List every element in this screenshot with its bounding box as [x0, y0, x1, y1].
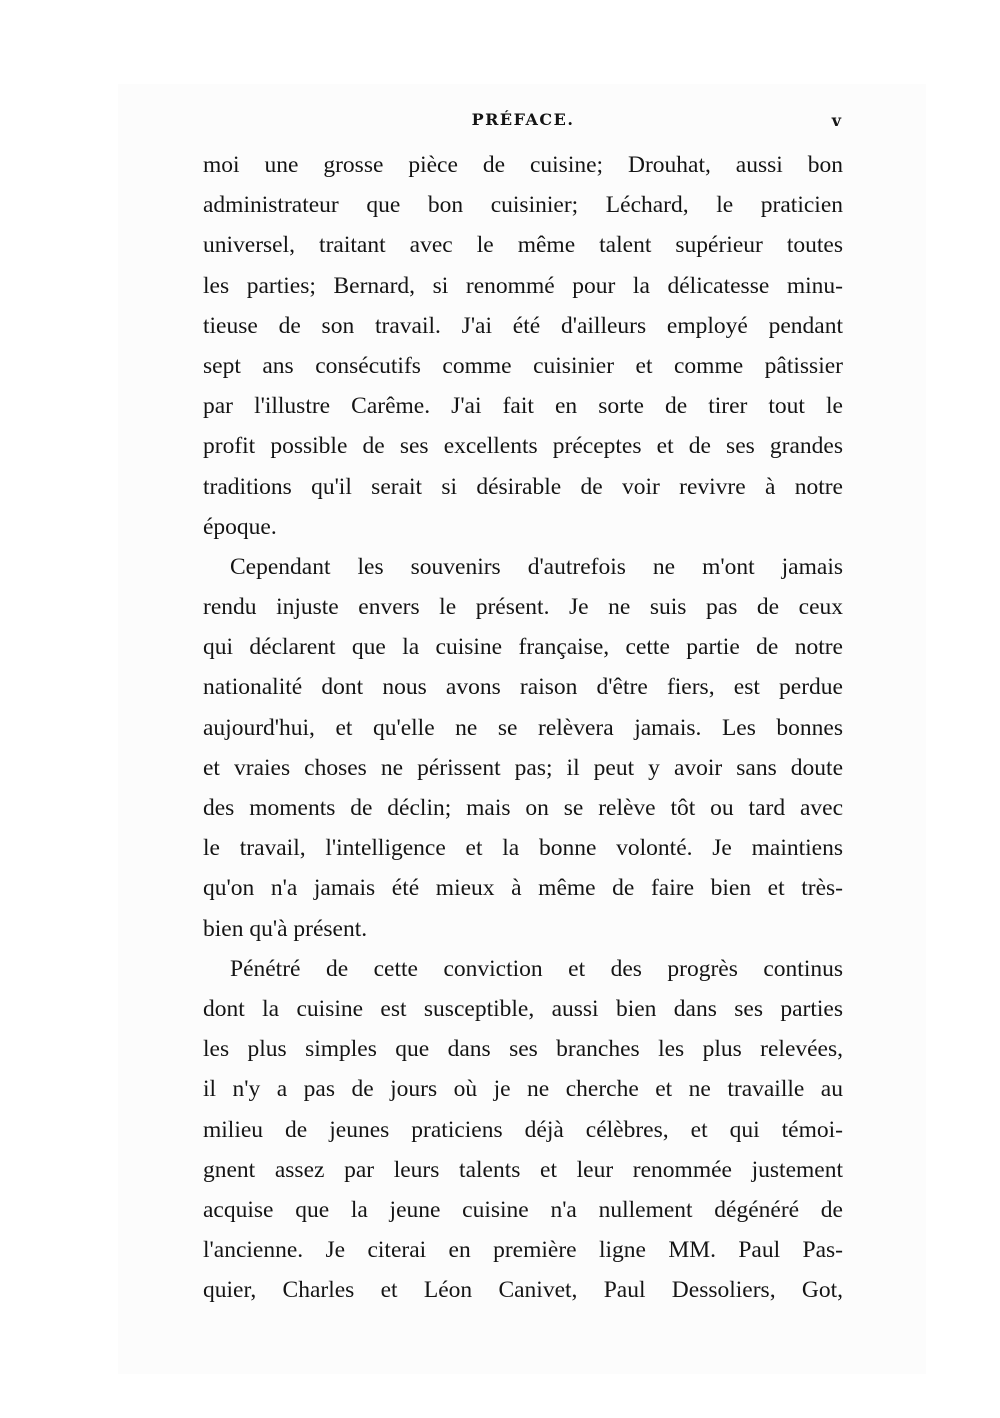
paragraph-start-line: Cependant les souvenirs d'autrefois ne m'ont jamais: [230, 553, 843, 580]
text-line: les parties; Bernard, si renommé pour la délicatesse minu-: [203, 272, 843, 299]
running-head: [203, 110, 843, 136]
text-line: il n'y a pas de jours où je ne cherche et ne travaille au: [203, 1076, 843, 1103]
running-title: PRÉFACE.: [471, 110, 575, 129]
text-line: nationalité dont nous avons raison d'être fiers, est perdue: [203, 674, 843, 701]
text-line: sept ans consécutifs comme cuisinier et comme pâtissier: [203, 352, 843, 379]
paragraph-start-line: Pénétré de cette conviction et des progrès continus: [230, 955, 843, 982]
text-line: tieuse de son travail. J'ai été d'ailleurs employé pendant: [203, 312, 843, 339]
text-line: époque.: [203, 513, 277, 540]
text-line: moi une grosse pièce de cuisine; Drouhat, aussi bon: [203, 152, 843, 178]
text-line: le travail, l'intelligence et la bonne volonté. Je maintiens: [203, 835, 843, 862]
page-number: v: [831, 111, 841, 130]
text-line: l'ancienne. Je citerai en première ligne MM. Paul Pas-: [203, 1237, 843, 1264]
text-line: administrateur que bon cuisinier; Léchard, le praticien: [203, 192, 843, 219]
text-line: gnent assez par leurs talents et leur renommée justement: [203, 1156, 843, 1183]
text-line: qu'on n'a jamais été mieux à même de faire bien et très-: [203, 875, 843, 902]
text-line: quier, Charles et Léon Canivet, Paul Dessoliers, Got,: [203, 1277, 843, 1304]
text-line: rendu injuste envers le présent. Je ne suis pas de ceux: [203, 594, 843, 621]
text-line: traditions qu'il serait si désirable de voir revivre à notre: [203, 473, 843, 500]
text-line: des moments de déclin; mais on se relève tôt ou tard avec: [203, 795, 843, 821]
text-line: acquise que la jeune cuisine n'a nullement dégénéré de: [203, 1196, 843, 1223]
text-line: qui déclarent que la cuisine française, cette partie de notre: [203, 634, 843, 661]
text-line: milieu de jeunes praticiens déjà célèbres, et qui témoi-: [203, 1116, 843, 1143]
text-line: profit possible de ses excellents préceptes et de ses grandes: [203, 433, 843, 460]
body-text: [203, 145, 843, 1310]
text-line: dont la cuisine est susceptible, aussi bien dans ses parties: [203, 995, 843, 1022]
text-line: par l'illustre Carême. J'ai fait en sorte de tirer tout le: [203, 393, 843, 420]
text-line: les plus simples que dans ses branches les plus relevées,: [203, 1036, 843, 1063]
text-line: universel, traitant avec le même talent supérieur toutes: [203, 232, 843, 259]
text-line: et vraies choses ne périssent pas; il peut y avoir sans doute: [203, 754, 843, 781]
text-line: bien qu'à présent.: [203, 915, 368, 942]
text-line: aujourd'hui, et qu'elle ne se relèvera jamais. Les bonnes: [203, 714, 843, 741]
